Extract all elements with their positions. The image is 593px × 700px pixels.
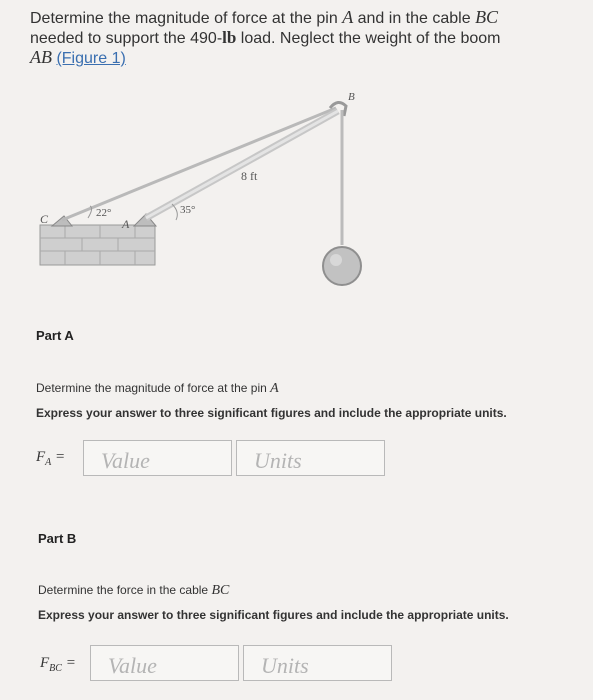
cable-bc <box>62 108 336 220</box>
part-a-question-var: A <box>270 381 279 396</box>
part-a-question <box>36 381 279 397</box>
part-b-question <box>38 583 229 599</box>
part-b-question-var: BC <box>211 583 230 598</box>
equals-sign: = <box>51 449 66 465</box>
var-a: A <box>342 7 354 27</box>
part-a-units-input[interactable]: Units <box>236 440 385 476</box>
label-b: B <box>348 91 355 103</box>
part-a-answer-label <box>36 449 65 468</box>
unit-lb: lb <box>222 28 237 47</box>
problem-statement <box>30 8 570 68</box>
force-subscript: BC <box>49 663 62 674</box>
force-symbol: F <box>40 655 50 671</box>
problem-text: Determine the magnitude of force at the pin <box>30 10 343 27</box>
boom-figure <box>0 80 593 300</box>
label-angle-35: 35° <box>180 204 196 216</box>
label-angle-22: 22° <box>96 207 112 219</box>
weight-ball <box>323 247 361 285</box>
part-a-instruction: Express your answer to three significant figures and include the appropriate units. <box>36 406 507 420</box>
part-b-title[interactable]: Part B <box>38 531 77 546</box>
part-a-title[interactable]: Part A <box>36 328 74 343</box>
wall-base <box>40 225 155 265</box>
equals-sign: = <box>61 655 76 671</box>
label-a: A <box>122 217 130 231</box>
label-length: 8 ft <box>241 169 258 183</box>
part-b-units-input[interactable]: Units <box>243 645 392 681</box>
force-subscript: A <box>45 457 52 468</box>
problem-text: needed to support the 490- <box>30 30 223 47</box>
var-bc: BC <box>475 7 499 27</box>
figure-link[interactable]: (Figure 1) <box>56 50 126 67</box>
problem-text: and in the cable <box>353 10 476 27</box>
problem-text: load. Neglect the weight of the boom <box>236 30 501 47</box>
part-a-question-text: Determine the magnitude of force at the pin <box>36 381 271 395</box>
part-b-question-text: Determine the force in the cable <box>38 583 212 597</box>
label-c: C <box>40 212 49 226</box>
part-b-answer-label <box>40 655 76 674</box>
part-b-value-input[interactable]: Value <box>90 645 239 681</box>
part-a-value-input[interactable]: Value <box>83 440 232 476</box>
force-symbol: F <box>36 449 46 465</box>
var-ab: AB <box>30 47 52 67</box>
part-b-instruction: Express your answer to three significant figures and include the appropriate units. <box>38 608 509 622</box>
